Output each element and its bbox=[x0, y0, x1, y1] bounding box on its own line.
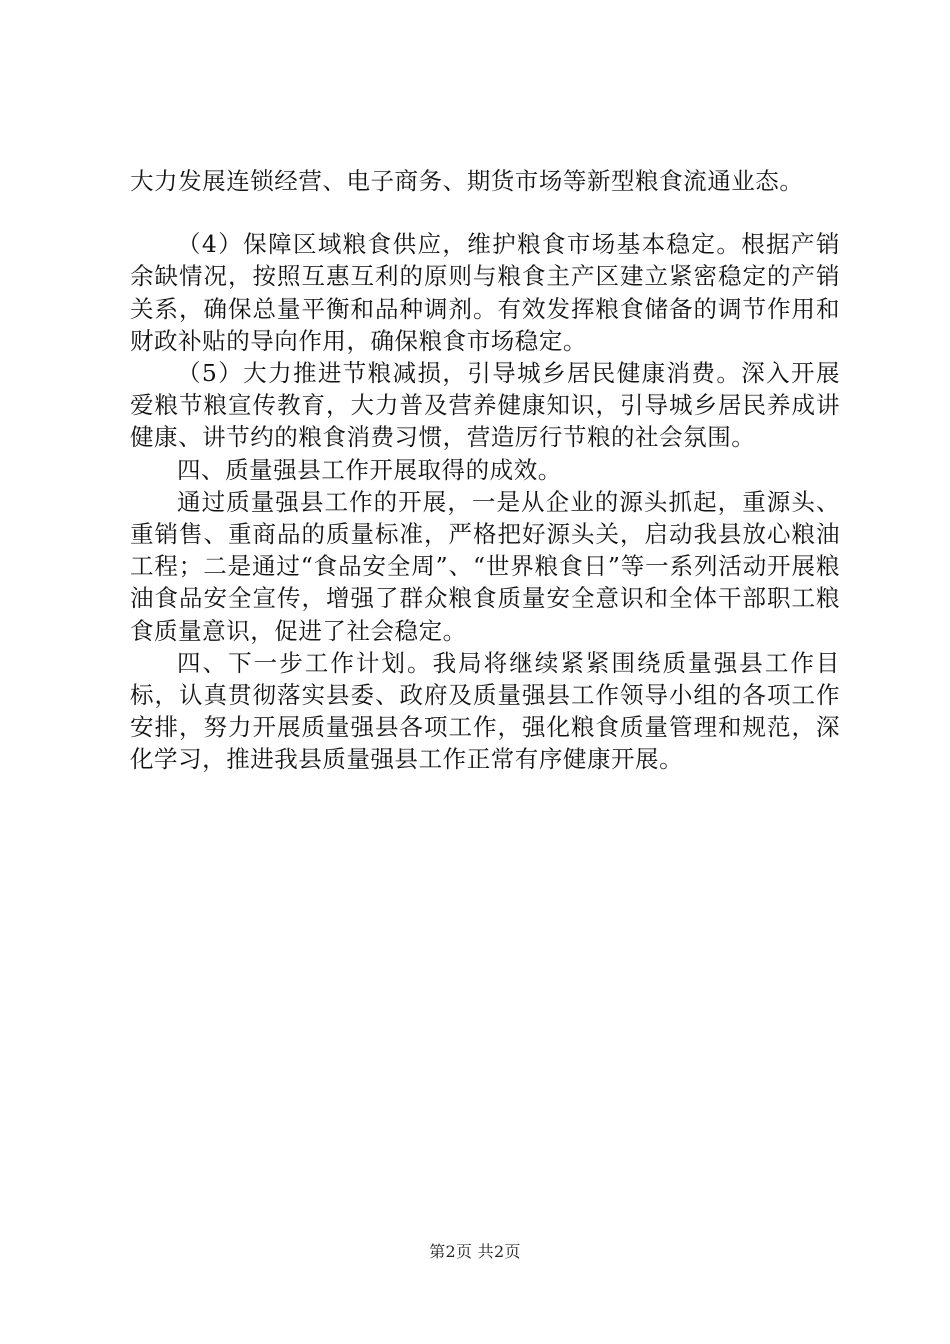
paragraph-item-5: （5）大力推进节粮减损，引导城乡居民健康消费。深入开展爱粮节粮宣传教育，大力普及营养健康知识，引导城乡居民养成讲健康、讲节约的粮食消费习惯，营造厉行节粮的社会氛围。 bbox=[130, 359, 840, 452]
section-heading-results: 四、质量强县工作开展取得的成效。 bbox=[177, 455, 562, 484]
paragraph-results: 通过质量强县工作的开展，一是从企业的源头抓起，重源头、重销售、重商品的质量标准，严格把好源头关，启动我县放心粮油工程；二是通过“食品安全周”、“世界粮食日”等一系列活动开展粮油食品安全宣传，增强了群众粮食质量安全意识和全体干部职工粮食质量意识，促进了社会稳定。 bbox=[130, 487, 840, 645]
paragraph-next-plan: 四、下一步工作计划。我局将继续紧紧围绕质量强县工作目标，认真贯彻落实县委、政府及质量强县工作领导小组的各项工作安排，努力开展质量强县各项工作，强化粮食质量管理和规范，深化学习，推进我县质量强县工作正常有序健康开展。 bbox=[130, 648, 840, 774]
paragraph-continuation: 大力发展连锁经营、电子商务、期货市场等新型粮食流通业态。 bbox=[130, 167, 804, 195]
paragraph-item-4: （4）保障区域粮食供应，维护粮食市场基本稳定。根据产销余缺情况，按照互惠互利的原则与粮食主产区建立紧密稳定的产销关系，确保总量平衡和品种调剂。有效发挥粮食储备的调节作用和财政补贴的导向作用，确保粮食市场稳定。 bbox=[130, 230, 840, 355]
document-body bbox=[130, 165, 840, 776]
page-footer: 第2页 共2页 bbox=[429, 1242, 521, 1261]
